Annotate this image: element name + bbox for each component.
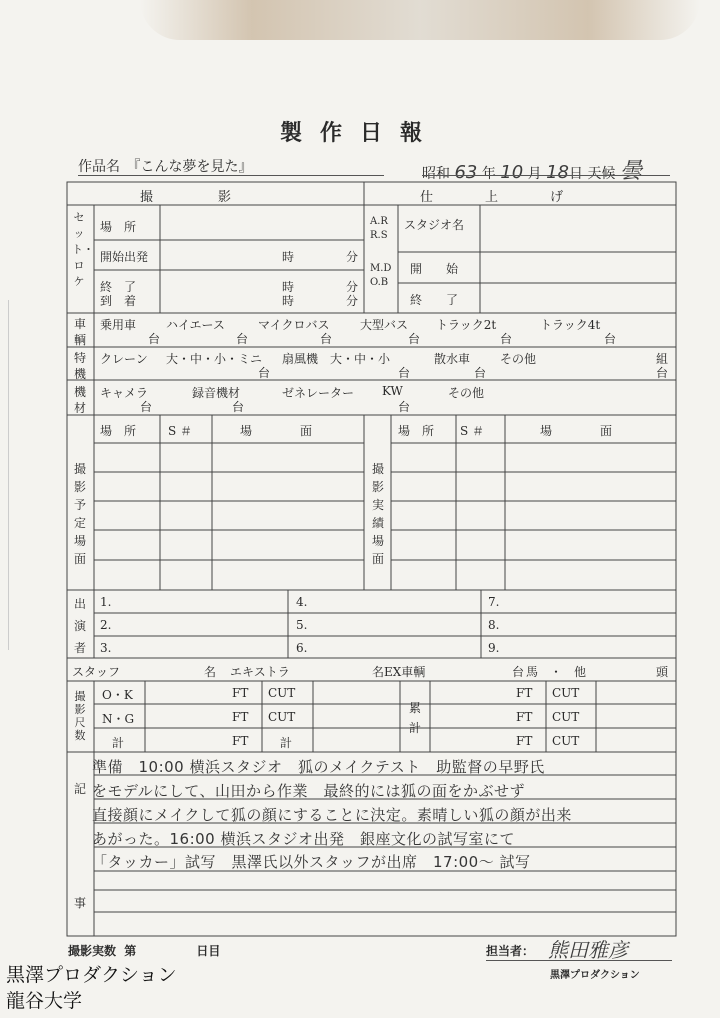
year-label: 年	[481, 166, 496, 182]
horse-label: 馬 ・ 他	[526, 665, 587, 679]
vehicle-unit-3: 台	[320, 332, 333, 346]
crane-sizes: 大・中・小・ミニ	[166, 352, 263, 366]
set-location-vlabel: セット・ロケ	[72, 211, 94, 288]
equipment-vlabel: 機材	[73, 385, 86, 415]
cast-7: 7.	[488, 595, 500, 609]
equip-unit-3: 台	[398, 400, 411, 414]
vehicle-unit-5: 台	[500, 332, 513, 346]
footage-ok: O・K	[102, 688, 133, 702]
arrive-label: 到 着	[100, 294, 137, 308]
equip-kw: KW	[382, 384, 403, 398]
equip-generator: ゼネレーター	[282, 386, 355, 400]
days-suffix: 日目	[196, 944, 221, 958]
planned-place-header: 場 所	[100, 424, 137, 438]
machine-other-unit: 台	[656, 366, 669, 380]
equip-unit-2: 台	[232, 400, 245, 414]
ex-vehicle-unit: 台	[512, 665, 525, 679]
actual-scene-header: 場 面	[540, 424, 613, 438]
day-value: 18	[546, 162, 569, 183]
mdob-label: M.D O.B	[370, 263, 392, 288]
vehicles-vlabel: 車輌	[73, 317, 86, 347]
sprinkler-label: 散水車	[434, 352, 471, 366]
depart-label: 開始出発	[100, 250, 149, 264]
day-label: 日	[568, 166, 583, 182]
cast-1: 1.	[100, 595, 112, 609]
person-underline	[486, 960, 672, 961]
days-label	[68, 942, 220, 959]
vehicle-bus: 大型バス	[360, 318, 409, 332]
month-label: 月	[527, 166, 542, 182]
ng-ft: FT	[232, 710, 249, 724]
footage-total: 計	[112, 736, 125, 750]
equip-unit-1: 台	[140, 400, 153, 414]
planned-scene-header: 場 面	[240, 424, 313, 438]
crane-unit: 台	[258, 366, 271, 380]
equip-other: その他	[448, 386, 485, 400]
footage-ng: N・G	[102, 712, 135, 726]
staff-people-unit: 名	[204, 665, 217, 679]
vehicle-unit-6: 台	[604, 332, 617, 346]
ng-cut: CUT	[268, 710, 296, 724]
crane-label: クレーン	[100, 352, 148, 366]
vehicle-unit-4: 台	[408, 332, 421, 346]
actual-place-header: 場 所	[398, 424, 435, 438]
actual-scenes-vlabel: 撮影実績場面	[371, 462, 384, 566]
era-label: 昭和	[422, 166, 450, 182]
set-unit: 組	[656, 352, 669, 366]
watermark-line-1: 黒澤プロダクション	[6, 964, 177, 986]
depart-hour: 時	[282, 250, 295, 264]
cum-ng-cut: CUT	[552, 710, 580, 724]
weather-value: 曇	[619, 159, 642, 184]
person-label: 担当者：	[486, 944, 535, 958]
depart-minute: 分	[346, 250, 359, 264]
cum-total-cut: CUT	[552, 734, 580, 748]
cast-3: 3.	[100, 641, 112, 655]
arrive-hour: 時	[282, 294, 295, 308]
horse-unit: 頭	[656, 665, 669, 679]
cumulative-vlabel: 累計	[408, 701, 421, 735]
note-line-5: 「タッカー」試写 黒澤氏以外スタッフが出席 17:00〜 試写	[92, 853, 531, 871]
sprinkler-unit: 台	[474, 366, 487, 380]
studio-label: スタジオ名	[404, 218, 465, 232]
cast-2: 2.	[100, 618, 112, 632]
finish-label: 終 了	[410, 293, 459, 307]
notes-vlabel-top: 記	[74, 782, 87, 796]
cum-ok-ft: FT	[516, 686, 533, 700]
machine-other-label: その他	[500, 352, 537, 366]
footage-vlabel: 撮影尺数	[74, 690, 86, 742]
extra-people-unit: 名	[372, 665, 385, 679]
equip-audio: 録音機材	[192, 386, 241, 400]
ok-cut: CUT	[268, 686, 296, 700]
note-line-3: 直接顔にメイクして狐の顔にすることに決定。素晴しい狐の顔が出来	[92, 806, 572, 824]
fan-sizes: 大・中・小	[330, 352, 391, 366]
page-title: 製作日報	[279, 120, 440, 146]
staff-label: スタッフ	[72, 665, 121, 679]
cast-8: 8.	[488, 618, 500, 632]
planned-sno-header: S ＃	[168, 424, 193, 438]
vehicle-unit-1: 台	[148, 332, 161, 346]
start-label: 開 始	[410, 262, 459, 276]
work-name: 『こんな夢を見た』	[126, 159, 253, 175]
end-label: 終 了	[100, 280, 137, 294]
total-ft: FT	[232, 734, 249, 748]
actual-sno-header: S ＃	[460, 424, 485, 438]
cum-ng-ft: FT	[516, 710, 533, 724]
ok-ft: FT	[232, 686, 249, 700]
cast-4: 4.	[296, 595, 308, 609]
ars-label: A.R R.S	[370, 216, 388, 241]
end-minute: 分	[346, 280, 359, 294]
note-line-1: 準備 10:00 横浜スタジオ 狐のメイクテスト 助監督の早野氏	[92, 758, 545, 776]
person-name: 熊田雅彦	[548, 938, 628, 962]
place-label: 場 所	[100, 220, 137, 234]
equip-camera: キャメラ	[100, 386, 149, 400]
work-label: 作品名	[78, 159, 120, 175]
total-cut: 計	[280, 736, 293, 750]
cum-ok-cut: CUT	[552, 686, 580, 700]
notes-vlabel-bottom: 事	[74, 896, 87, 910]
cast-6: 6.	[296, 641, 308, 655]
weather-label: 天候	[587, 166, 616, 182]
fan-unit: 台	[398, 366, 411, 380]
days-prefix: 第	[124, 944, 137, 958]
vehicle-truck4: トラック4t	[540, 318, 601, 332]
machines-vlabel: 特機	[73, 351, 86, 381]
year-value: 63	[454, 162, 478, 183]
vehicle-microbus: マイクロバス	[258, 318, 330, 332]
vehicle-truck2: トラック2t	[436, 318, 497, 332]
planned-scenes-vlabel: 撮影予定場面	[73, 462, 86, 566]
ex-vehicle-label: EX車輌	[384, 665, 426, 679]
vehicle-unit-2: 台	[236, 332, 249, 346]
vehicle-car: 乗用車	[100, 318, 137, 332]
cum-total-ft: FT	[516, 734, 533, 748]
shooting-header: 撮 影	[140, 190, 232, 205]
note-line-2: をモデルにして、山田から作業 最終的には狐の面をかぶせず	[92, 782, 525, 800]
company-stamp: 黒澤プロダクション	[550, 970, 640, 981]
cast-vlabel: 出演者	[73, 597, 86, 655]
days-label-text: 撮影実数	[68, 944, 117, 958]
arrive-minute: 分	[346, 294, 359, 308]
cast-5: 5.	[296, 618, 308, 632]
watermark	[6, 962, 177, 1014]
finishing-header: 仕 上 げ	[420, 190, 564, 205]
vehicle-hiace: ハイエース	[166, 318, 225, 332]
watermark-line-2: 龍谷大学	[6, 990, 83, 1012]
note-line-4: あがった。16:00 横浜スタジオ出発 銀座文化の試写室にて	[92, 830, 515, 848]
extra-label: エキストラ	[230, 665, 290, 679]
cast-9: 9.	[488, 641, 500, 655]
month-value: 10	[500, 162, 524, 183]
fan-label: 扇風機	[282, 352, 319, 366]
end-hour: 時	[282, 280, 295, 294]
